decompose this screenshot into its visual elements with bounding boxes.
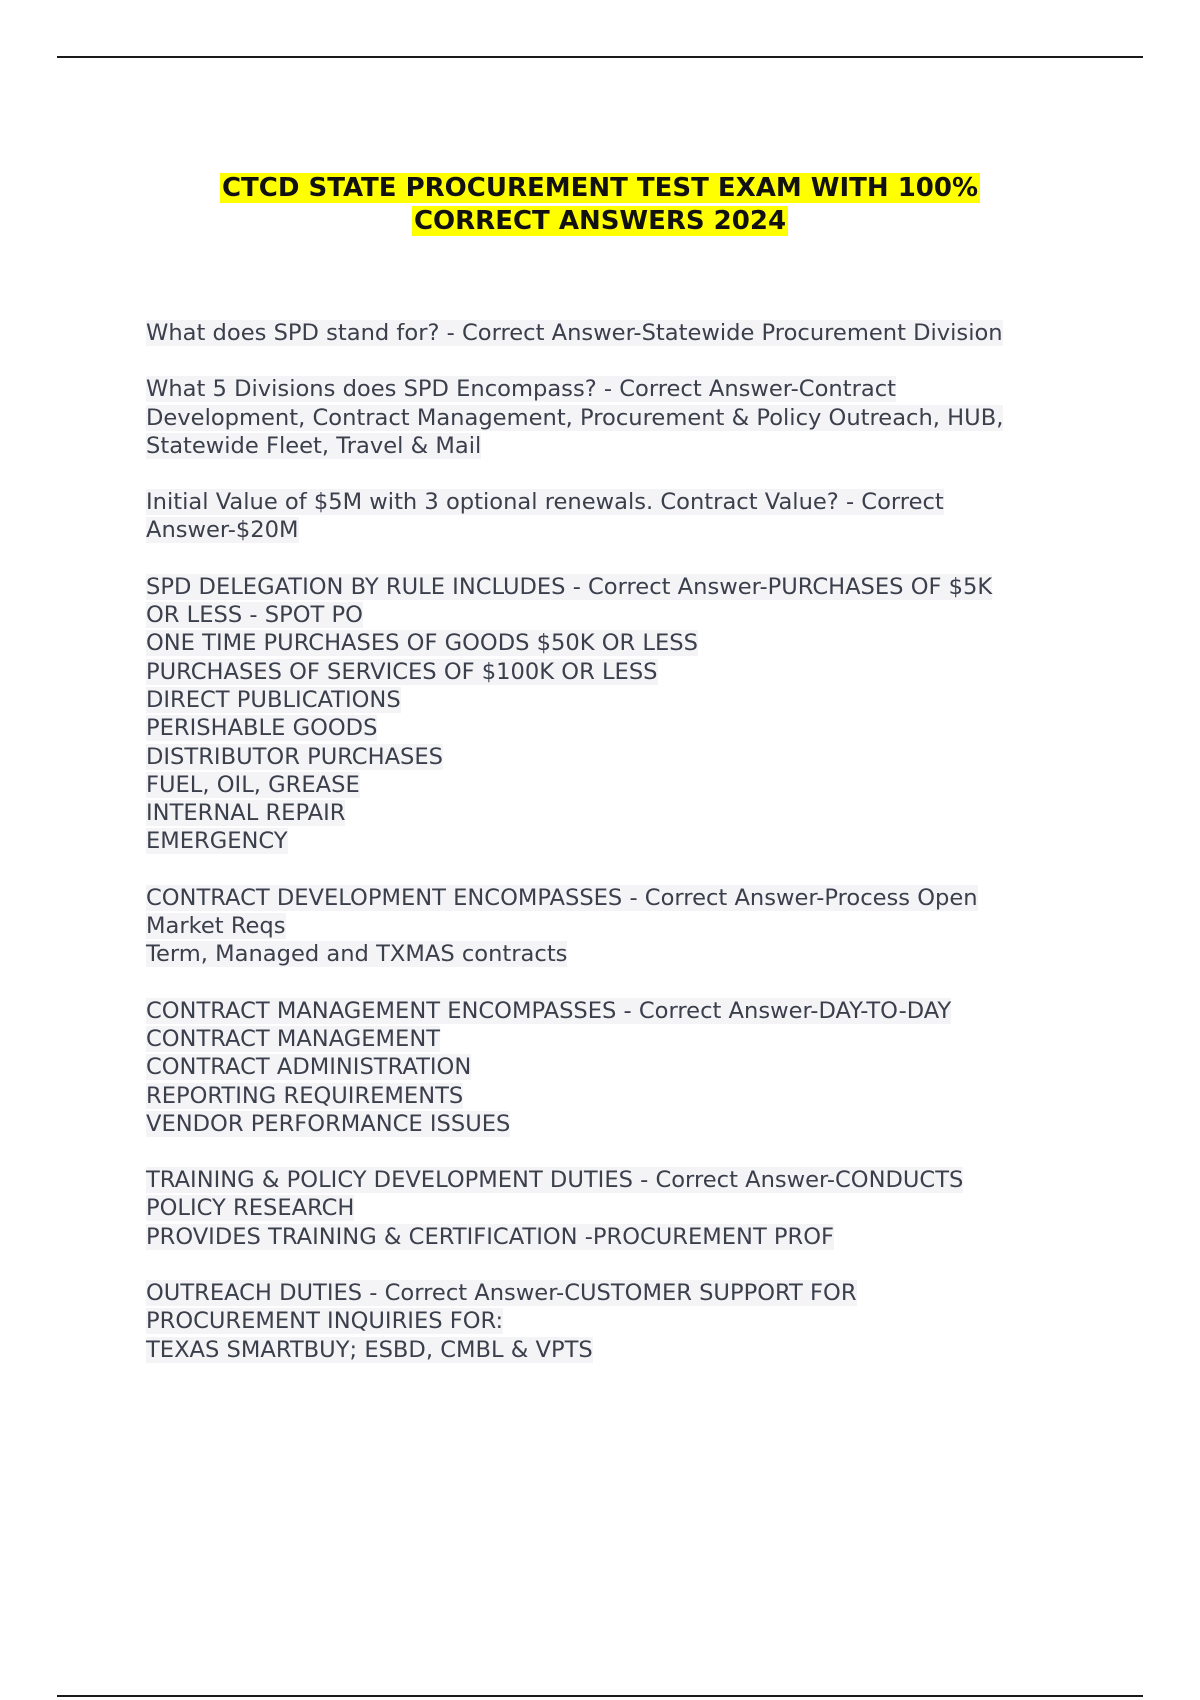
title-line-1: CTCD STATE PROCUREMENT TEST EXAM WITH 100% (221, 173, 979, 203)
qa-text: OUTREACH DUTIES - Correct Answer-CUSTOMER SUPPORT FOR PROCUREMENT INQUIRIES FOR: TEXAS SMARTBUY; ESBD, CMBL & VPTS (146, 1280, 857, 1363)
qa-text: CONTRACT DEVELOPMENT ENCOMPASSES - Correct Answer-Process Open Market Reqs Term, Managed and TXMAS contracts (146, 884, 978, 968)
qa-text: What 5 Divisions does SPD Encompass? - Correct Answer-Contract Development, Contract Management, Procurement & Policy Outreach, HUB, Statewide Fleet, Travel & Mail (146, 376, 1004, 459)
qa-text: TRAINING & POLICY DEVELOPMENT DUTIES - Correct Answer-CONDUCTS POLICY RESEARCH PROVIDES TRAINING & CERTIFICATION -PROCUREMENT PROF (146, 1167, 964, 1250)
qa-item-contract-development (146, 884, 1086, 969)
qa-item-spd-divisions (146, 375, 1086, 460)
qa-item-spd-meaning (146, 319, 1086, 347)
qa-text: SPD DELEGATION BY RULE INCLUDES - Correct Answer-PURCHASES OF $5K OR LESS - SPOT PO ONE TIME PURCHASES OF GOODS $50K OR LESS PURCHASES OF SERVICES OF $100K OR LESS DIRECT PUBLICATIONS PERISHABLE GOODS DISTRIBUTOR PURCHASES FUEL, OIL, GREASE INTERNAL REPAIR EMERGENCY (146, 573, 993, 855)
qa-item-training-policy (146, 1166, 1086, 1251)
qa-text: CONTRACT MANAGEMENT ENCOMPASSES - Correct Answer-DAY-TO-DAY CONTRACT MANAGEMENT CONTRACT ADMINISTRATION REPORTING REQUIREMENTS VENDOR PERFORMANCE ISSUES (146, 997, 952, 1137)
qa-item-outreach-duties (146, 1279, 1086, 1364)
title-line-2: CORRECT ANSWERS 2024 (413, 206, 787, 236)
document-title (0, 172, 1200, 238)
qa-text: What does SPD stand for? - Correct Answer-Statewide Procurement Division (146, 320, 1003, 346)
top-rule (57, 56, 1143, 58)
bottom-rule (57, 1695, 1143, 1697)
qa-list (146, 319, 1086, 1392)
qa-text: Initial Value of $5M with 3 optional renewals. Contract Value? - Correct Answer-$20M (146, 489, 944, 544)
qa-item-contract-management (146, 997, 1086, 1138)
qa-item-delegation-by-rule (146, 573, 1086, 856)
qa-item-contract-value (146, 488, 1086, 545)
